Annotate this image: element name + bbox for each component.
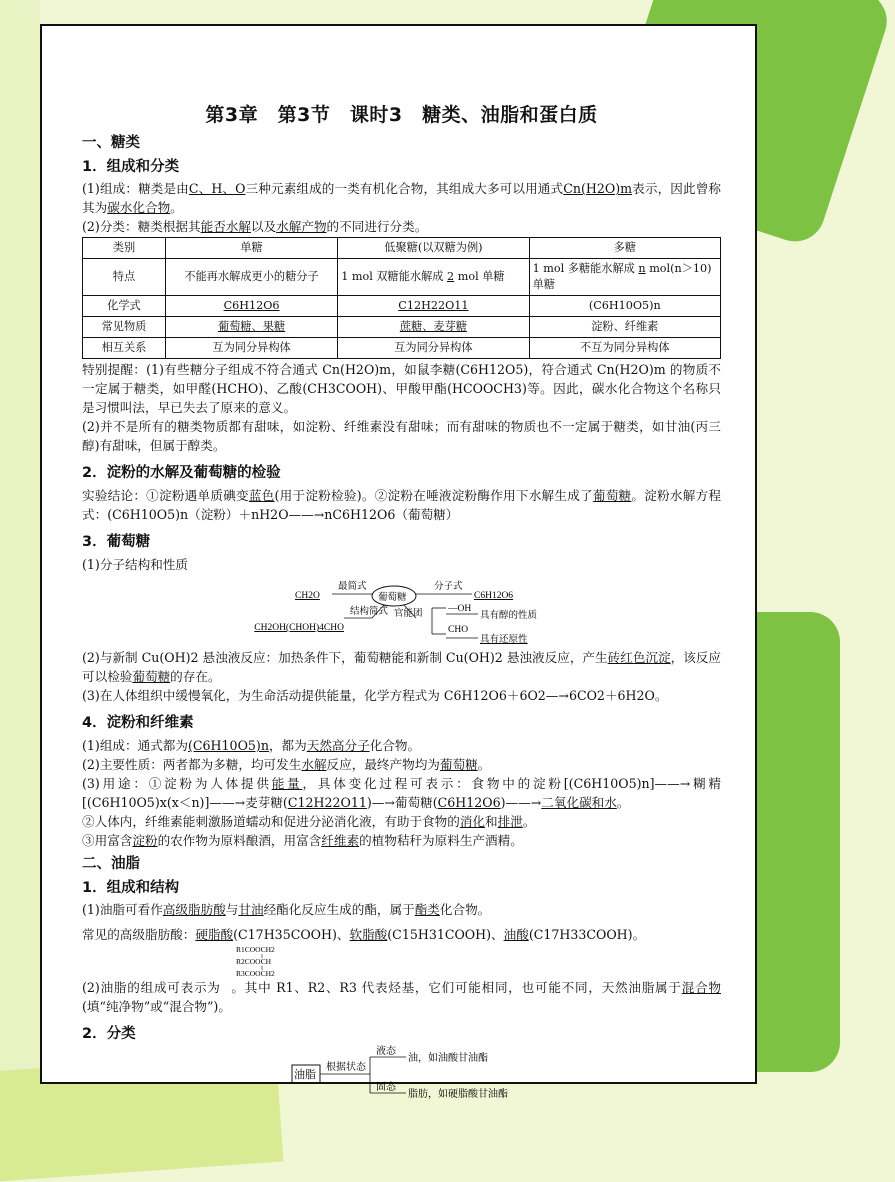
diagram-value: 油，如油酸甘油酯	[408, 1053, 488, 1064]
blank: 酯类	[414, 902, 440, 917]
formula-line: R1COOCH2	[236, 945, 275, 954]
blank: 混合物	[681, 980, 722, 995]
diagram-value: CH2O	[295, 591, 320, 601]
paragraph-glucose-oxidation: (3)在人体组织中缓慢氧化，为生命活动提供能量，化学方程式为 C6H12O6＋6O2—→6CO2＋6H2O。	[82, 688, 668, 703]
blank: (C6H10O5)n	[188, 738, 269, 753]
table-cell: 化学式	[83, 296, 166, 317]
table-cell: 蔗糖、麦芽糖	[338, 317, 529, 338]
table-row	[83, 338, 721, 359]
fat-classification-diagram	[82, 1047, 722, 1107]
diagram-value: 脂肪，如硬脂酸甘油酯	[408, 1089, 508, 1100]
diagram-center-label: 葡萄糖	[378, 593, 407, 603]
diagram-value: CHO	[448, 625, 469, 635]
table-row	[83, 259, 721, 296]
blank: 高级脂肪酸	[162, 902, 226, 917]
blank: 水解	[301, 757, 327, 772]
blank: 天然高分子	[306, 738, 370, 753]
table-cell: 特点	[83, 259, 166, 296]
paragraph-glucose-cuoh2: (2)与新制 Cu(OH)2 悬浊液反应：加热条件下，葡萄糖能和新制 Cu(OH)2 悬浊液反应，产生砖红色沉淀，该反应可以检验葡萄糖的存在。	[82, 650, 722, 684]
table-cell: 互为同分异构体	[165, 338, 337, 359]
blank: 2	[447, 270, 455, 283]
table-cell: C6H12O6	[165, 296, 337, 317]
paragraph-starch-uses: (3)用途：①淀粉为人体提供能量，具体变化过程可表示：食物中的淀粉[(C6H10O5)n]——→糊精[(C6H10O5)x(x＜n)]——→麦芽糖(C12H22O11)—→葡萄糖(C6H12O6)——→二氧化碳和水。	[82, 776, 722, 810]
subheading-composition: 1．组成和分类	[82, 159, 180, 175]
diagram-label: 液态	[376, 1046, 396, 1057]
blank: C12H22O11	[287, 795, 367, 810]
paragraph-alcohol-production: ③用富含淀粉的农作物为原料酿酒，用富含纤维素的植物秸秆为原料生产酒精。	[82, 833, 523, 848]
glucose-structure-diagram	[82, 574, 722, 646]
paragraph-fat-definition: (1)油脂可看作高级脂肪酸与甘油经酯化反应生成的酯，属于酯类化合物。	[82, 902, 491, 917]
blank: 蓝色	[248, 488, 275, 503]
table-cell: 不能再水解成更小的糖分子	[165, 259, 337, 296]
diagram-label: 固态	[376, 1082, 396, 1093]
diagram-label: 结构简式	[350, 607, 389, 617]
diagram-label: 分子式	[434, 582, 463, 592]
table-cell: 常见物质	[83, 317, 166, 338]
table-cell: 互为同分异构体	[338, 338, 529, 359]
tip-paragraph-1: 特别提醒：(1)有些糖分子组成不符合通式 Cn(H2O)m，如鼠李糖(C6H12O5)，符合通式 Cn(H2O)m 的物质不一定属于糖类，如甲醛(HCHO)、乙酸(CH3COOH)、甲酸甲酯(HCOOCH3)等。因此，碳水化合物这个名称只是习惯叫法，早已失去了原来的意义。	[82, 362, 721, 415]
diagram-value: CH2OH(CHOH)4CHO	[254, 623, 344, 633]
subheading-starch-cellulose: 4．淀粉和纤维素	[82, 715, 194, 731]
paragraph-glucose-structure: (1)分子结构和性质	[82, 557, 188, 572]
table-header-row	[83, 238, 721, 259]
table-cell: 相互关系	[83, 338, 166, 359]
blank: 能量	[271, 776, 303, 791]
table-cell: 1 mol 双糖能水解成 2 mol 单糖	[338, 259, 529, 296]
diagram-label: 最简式	[338, 582, 367, 592]
table-cell: 淀粉、纤维素	[529, 317, 720, 338]
formula-line: R3COOCH2	[236, 969, 275, 978]
blank: 葡萄糖	[439, 757, 478, 772]
table-row	[83, 317, 721, 338]
paragraph-fat-formula: (2)油脂的组成可表示为 。其中 R1、R2、R3 代表烃基，它们可能相同，也可能不同，天然油脂属于混合物(填“纯净物”或“混合物”)。	[82, 980, 722, 1014]
table-cell: (C6H10O5)n	[529, 296, 720, 317]
blank: 甘油	[238, 902, 264, 917]
blank: 淀粉	[132, 833, 158, 848]
subheading-starch-hydrolysis: 2．淀粉的水解及葡萄糖的检验	[82, 465, 281, 481]
document-page	[40, 24, 757, 1100]
diagram-value: C6H12O6	[474, 591, 514, 601]
diagram-label: 根据状态	[326, 1062, 366, 1073]
table-header: 单糖	[165, 238, 337, 259]
section-heading-fats: 二、油脂	[82, 856, 140, 872]
table-cell: 葡萄糖、果糖	[165, 317, 337, 338]
diagram-property: 具有醇的性质	[480, 611, 538, 621]
blank: 软脂酸	[349, 927, 388, 942]
background-strip	[0, 0, 40, 1132]
blank: 葡萄糖	[132, 669, 171, 684]
subheading-glucose: 3．葡萄糖	[82, 534, 151, 550]
paragraph-fatty-acids: 常见的高级脂肪酸：硬脂酸(C17H35COOH)、软脂酸(C15H31COOH)、油酸(C17H33COOH)。	[82, 927, 646, 942]
table-header: 多糖	[529, 238, 720, 259]
fat-structure-formula	[232, 944, 352, 978]
sugar-classification-table	[82, 237, 721, 359]
diagram-value: —OH	[448, 604, 472, 614]
blank: 水解产物	[276, 219, 327, 234]
table-cell: 不互为同分异构体	[529, 338, 720, 359]
page-title: 第3章 第3节 课时3 糖类、油脂和蛋白质	[205, 104, 598, 126]
table-cell: 1 mol 多糖能水解成 n mol(n＞10)单糖	[529, 259, 720, 296]
blank: C、H、O	[188, 181, 246, 196]
paragraph-classification: (2)分类：糖类根据其能否水解以及水解产物的不同进行分类。	[82, 219, 428, 234]
blank: 排泄	[497, 814, 523, 829]
table-header: 类别	[83, 238, 166, 259]
paragraph-starch-properties: (2)主要性质：两者都为多糖，均可发生水解反应，最终产物均为葡萄糖。	[82, 757, 491, 772]
diagram-label: 官能团	[394, 609, 423, 619]
diagram-property: 具有还原性	[480, 635, 528, 645]
table-row	[83, 296, 721, 317]
subheading-fat-classification: 2．分类	[82, 1026, 136, 1042]
blank: 葡萄糖	[592, 488, 632, 503]
blank: 砖红色沉淀	[607, 650, 671, 665]
blank: 纤维素	[321, 833, 360, 848]
section-heading-sugars: 一、糖类	[82, 135, 140, 151]
table-header: 低聚糖(以双糖为例)	[338, 238, 529, 259]
blank: 硬脂酸	[195, 927, 234, 942]
blank: n	[638, 262, 646, 275]
blank: 二氧化碳和水	[541, 795, 617, 810]
paragraph-composition: (1)组成：糖类是由C、H、O三种元素组成的一类有机化合物，其组成大多可以用通式Cn(H2O)m表示，因此曾称其为碳水化合物。	[82, 181, 721, 215]
blank: Cn(H2O)m	[563, 181, 633, 196]
tip-paragraph-2: (2)并不是所有的糖类物质都有甜味，如淀粉、纤维素没有甜味；而有甜味的物质也不一定属于糖类，如甘油(丙三醇)有甜味，但属于醇类。	[82, 419, 721, 453]
table-cell: C12H22O11	[338, 296, 529, 317]
blank: 油酸	[503, 927, 529, 942]
blank: C6H12O6	[437, 795, 501, 810]
blank: 消化	[459, 814, 485, 829]
paragraph-starch-composition: (1)组成：通式都为(C6H10O5)n，都为天然高分子化合物。	[82, 738, 421, 753]
paragraph-cellulose-digestion: ②人体内，纤维素能刺激肠道蠕动和促进分泌消化液，有助于食物的消化和排泄。	[82, 814, 536, 829]
subheading-fat-structure: 1．组成和结构	[82, 880, 180, 896]
diagram-root: 油脂	[294, 1068, 316, 1081]
paragraph-starch-hydrolysis: 实验结论：①淀粉遇单质碘变蓝色(用于淀粉检验)。②淀粉在唾液淀粉酶作用下水解生成了葡萄糖。淀粉水解方程式：(C6H10O5)n（淀粉）＋nH2O——→nC6H12O6（葡萄糖）	[82, 488, 722, 522]
blank: 碳水化合物	[107, 200, 171, 215]
formula-line: R2COOCH	[236, 957, 272, 966]
blank: 能否水解	[200, 219, 251, 234]
